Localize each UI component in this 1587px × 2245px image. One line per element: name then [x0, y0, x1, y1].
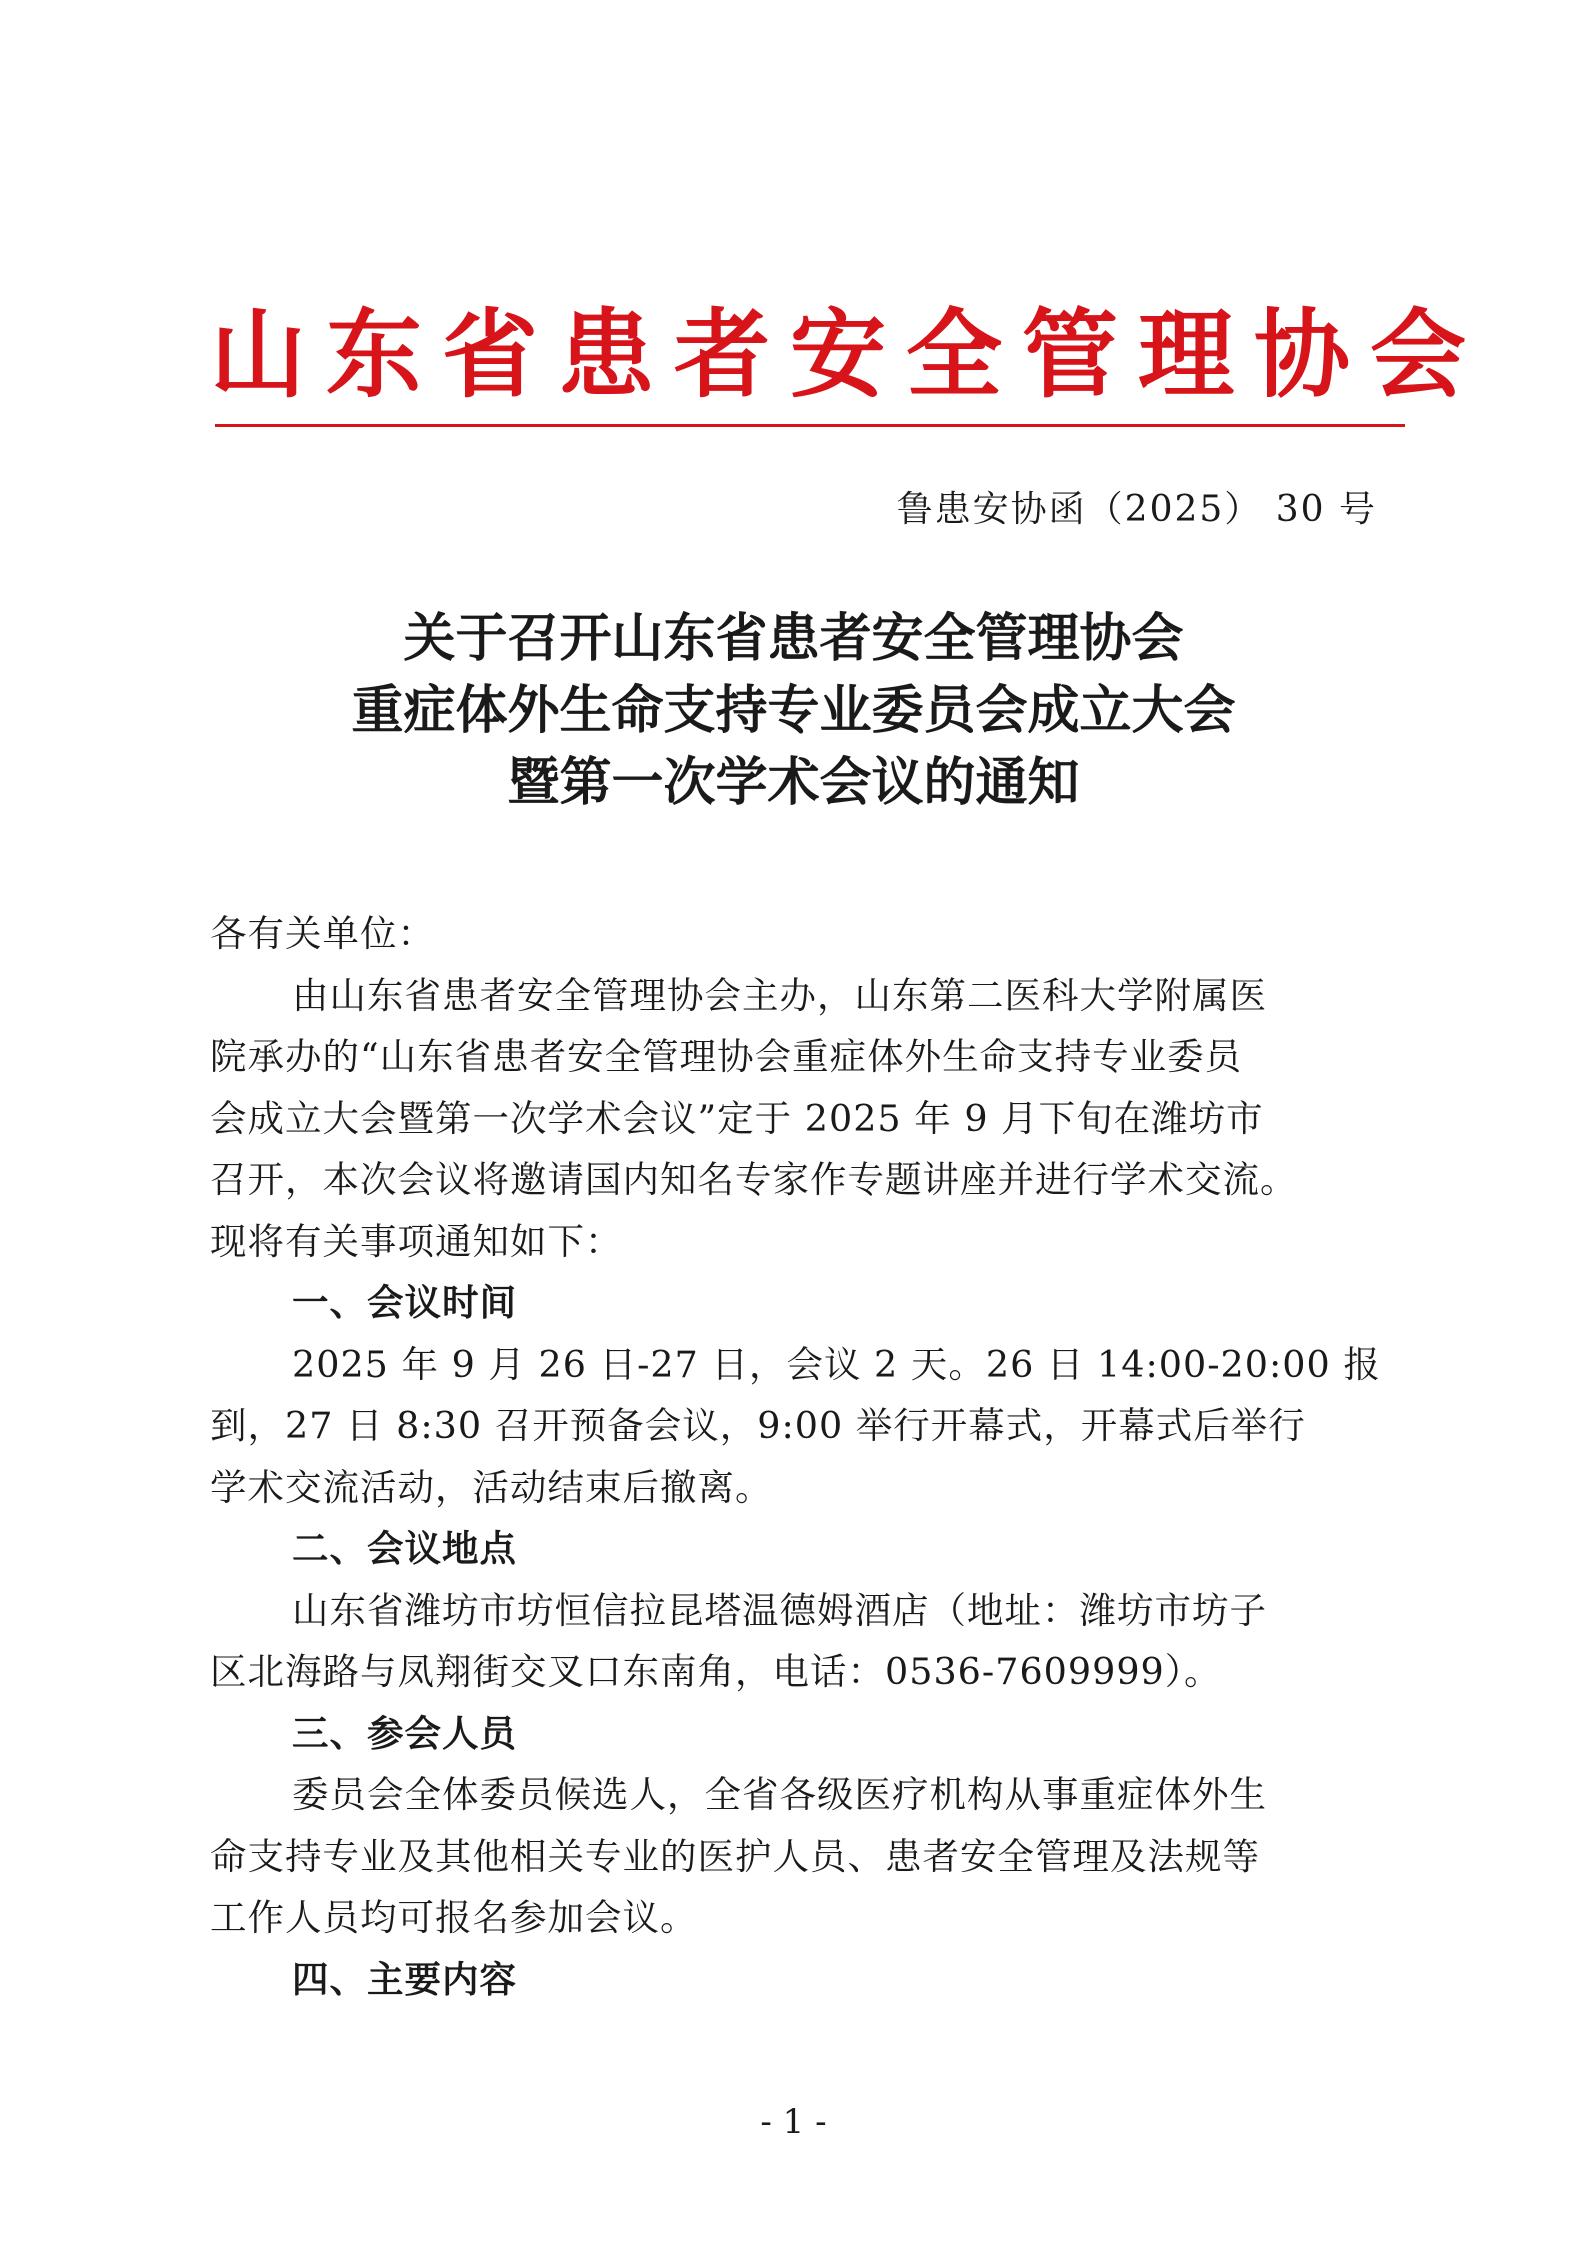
section-line: 2025 年 9 月 26 日-27 日，会议 2 天。26 日 14:00-20:00 报: [292, 1342, 1381, 1386]
intro-line: 现将有关事项通知如下：: [210, 1219, 623, 1263]
salutation: 各有关单位：: [210, 912, 435, 955]
section-line: 委员会全体委员候选人，全省各级医疗机构从事重症体外生: [292, 1773, 1267, 1816]
page-number: - 1 -: [760, 2102, 827, 2142]
section-line: 学术交流活动，活动结束后撤离。: [210, 1465, 773, 1509]
intro-line: 召开，本次会议将邀请国内知名专家作专题讲座并进行学术交流。: [210, 1158, 1298, 1201]
intro-line: 由山东省患者安全管理协会主办，山东第二医科大学附属医: [292, 973, 1267, 1017]
section-heading-time: 一、会议时间: [292, 1281, 517, 1324]
notice-title-line: 重症体外生命支持专业委员会成立大会: [351, 681, 1236, 741]
section-line: 到，27 日 8:30 召开预备会议，9:00 举行开幕式，开幕式后举行: [210, 1404, 1306, 1447]
section-line: 山东省潍坊市坊恒信拉昆塔温德姆酒店（地址：潍坊市坊子: [292, 1588, 1267, 1632]
notice-title-line: 关于召开山东省患者安全管理协会: [403, 609, 1184, 669]
intro-line: 会成立大会暨第一次学术会议”定于 2025 年 9 月下旬在潍坊市: [210, 1096, 1264, 1140]
notice-title: [200, 603, 1387, 819]
section-line: 工作人员均可报名参加会议。: [210, 1896, 698, 1939]
letterhead-title: 山东省患者安全管理协会: [210, 298, 1486, 411]
section-line: 区北海路与凤翔街交叉口东南角，电话：0536-7609999）。: [210, 1650, 1222, 1693]
document-number: 鲁患安协函（2025） 30 号: [896, 489, 1377, 530]
notice-title-line: 暨第一次学术会议的通知: [507, 753, 1080, 813]
section-heading-attendees: 三、参会人员: [292, 1711, 517, 1755]
section-line: 命支持专业及其他相关专业的医护人员、患者安全管理及法规等: [210, 1834, 1260, 1878]
notice-body: [210, 903, 1400, 2010]
letterhead-divider: [215, 424, 1405, 427]
section-heading-content: 四、主要内容: [292, 1957, 517, 2001]
section-heading-location: 二、会议地点: [292, 1527, 517, 1570]
intro-line: 院承办的“山东省患者安全管理协会重症体外生命支持专业委员: [210, 1035, 1243, 1078]
